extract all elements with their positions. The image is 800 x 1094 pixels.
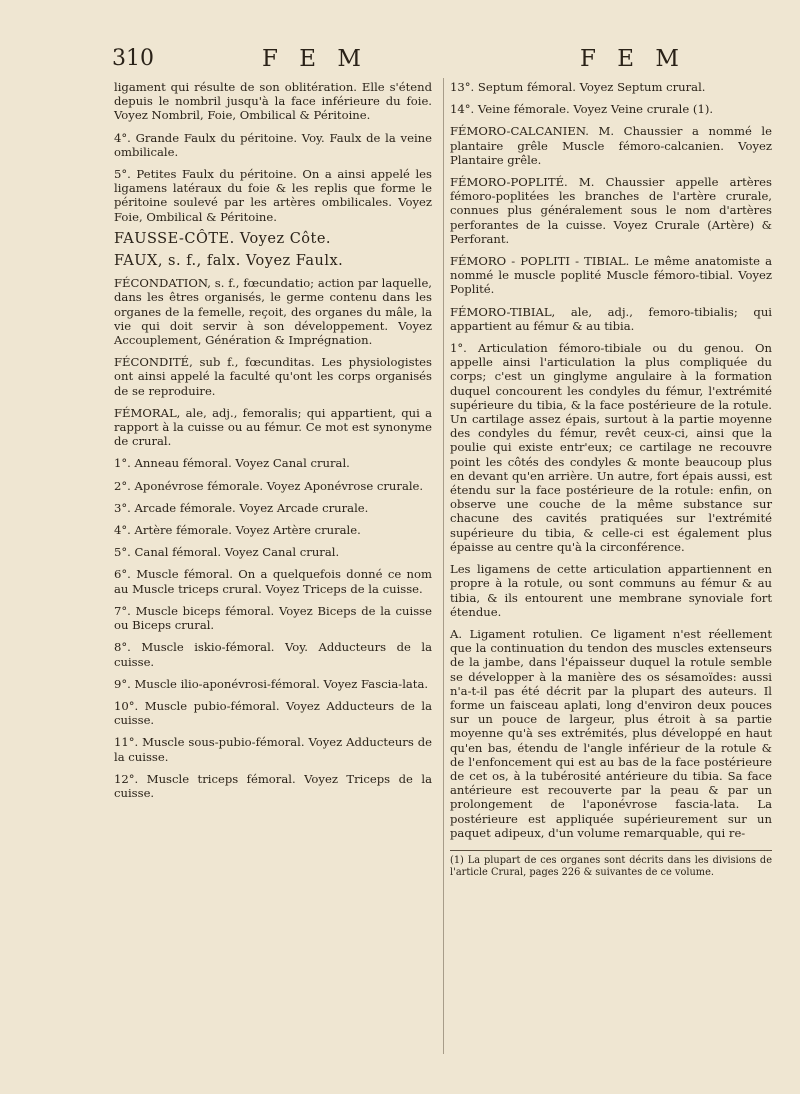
subentry: 13°. Septum fémoral. Voyez Septum crural. — [450, 80, 706, 94]
page-header — [0, 42, 800, 72]
running-head-right: F E M — [580, 46, 686, 72]
headword-entry: FÉCONDITÉ, sub f., fœcunditas. Les physiologistes ont ainsi appelé la faculté qu'ont les corps organisés de se reproduire. — [114, 355, 432, 398]
subentry: 1°. Anneau fémoral. Voyez Canal crural. — [114, 456, 350, 471]
subentry: 14°. Veine fémorale. Voyez Veine crurale (1). — [450, 102, 714, 117]
left-column — [114, 80, 432, 808]
subentry: 7°. Muscle biceps fémoral. Voyez Biceps de la cuisse ou Biceps crural. — [114, 603, 432, 633]
running-head-left: F E M — [262, 46, 368, 72]
subentry: 4°. Artère fémorale. Voyez Artère crurale. — [114, 523, 361, 538]
paragraph: A. Ligament rotulien. Ce ligament n'est réellement que la continuation du tendon des muscles extenseurs de la jambe, dans l'épaisseur duquel la rotule semble se développer à la manière des os sésamoïdes: aussi n'a-t-il pas été décrit par la plupart des auteurs. Il forme un faisceau aplati, long d'environ deux pouces sur un pouce de largeur, plus étroit à sa partie moyenne qu'à ses extrémités, plus développé en haut qu'en bas, étendu de l'angle inférieur de la rotule & de l'enfoncement qui est au bas de la face postérieure de cet os, à la tubérosité antérieure du tibia. Sa face antérieure est recouverte par la peau & par un prolongement de l'aponévrose fascia-lata. La postérieure est appliquée supérieurement sur un paquet adipeux, d'un volume remarquable, qui re- — [450, 626, 772, 840]
headword-entry: FAUX, s. f., falx. Voyez Faulx. — [114, 253, 344, 270]
headword-entry: FÉMORO-TIBIAL, ale, adj., femoro-tibialis; qui appartient au fémur & au tibia. — [450, 304, 772, 333]
subentry: 5°. Canal fémoral. Voyez Canal crural. — [114, 545, 340, 560]
subentry: 6°. Muscle fémoral. On a quelquefois donné ce nom au Muscle triceps crural. Voyez Triceps de la cuisse. — [114, 567, 432, 596]
paragraph: Les ligamens de cette articulation appartiennent en propre à la rotule, ou sont communs au fémur & au tibia, & ils entourent une membrane synoviale fort étendue. — [450, 562, 772, 619]
headword-entry: FÉMORO-POPLITÉ. M. Chaussier appelle artères fémoro-poplitées les branches de l'artère crurale, connues plus généralement sous le nom d'artères perforantes de la cuisse. Voyez Crurale (Artère) & Perforant. — [450, 175, 772, 246]
footnote-rule — [450, 850, 772, 851]
column-divider — [443, 78, 444, 1054]
subentry: 3°. Arcade fémorale. Voyez Arcade crurale. — [114, 500, 369, 515]
subentry: 1°. Articulation fémoro-tibiale ou du genou. On appelle ainsi l'articulation la plus compliquée du corps; c'est un ginglyme angulaire à la formation duquel concourent les condyles du fémur, l'extrémité supérieure du tibia, & la face postérieure de la rotule. Un cartilage assez épais, surtout à la partie moyenne des condyles du fémur, revêt ceux-ci, ainsi que la poulie qui existe entr'eux; ce cartilage ne recouvre point les côtés des condyles & monte beaucoup plus en devant qu'en arrière. Un autre, fort épais aussi, est étendu sur la face postérieure de la rotule: enfin, on observe une couche de la même substance sur chacune des cavités pratiquées sur l'extrémité supérieure du tibia, & celle-ci est également plus épaisse au centre qu'à la circonférence. — [450, 341, 772, 554]
headword-entry: FAUSSE-CÔTE. Voyez Côte. — [114, 230, 332, 247]
headword-entry: FÉCONDATION, s. f., fœcundatio; action par laquelle, dans les êtres organisés, le germe contenu dans les organes de la femelle, reçoit, des organes du mâle, la vie qui doit servir à son développement. Voyez Accouplement, Génération & Imprégnation. — [114, 276, 432, 348]
headword-entry: FÉMORO-CALCANIEN. M. Chaussier a nommé le plantaire grêle Muscle fémoro-calcanien. Voyez Plantaire grêle. — [450, 124, 772, 167]
entry-text: ligament qui résulte de son oblitération. Elle s'étend depuis le nombril jusqu'à la face inférieure du foie. Voyez Nombril, Foie, Ombilical & Péritoine. — [114, 80, 432, 123]
subentry: 8°. Muscle iskio-fémoral. Voy. Adducteurs de la cuisse. — [114, 640, 432, 669]
headword-entry: FÉMORO - POPLITI - TIBIAL. Le même anatomiste a nommé le muscle poplité Muscle fémoro-tibial. Voyez Poplité. — [450, 254, 772, 297]
entry-text: 5°. Petites Faulx du péritoine. On a ainsi appelé les ligamens latéraux du foie & les replis que forme le péritoine soulevé par les artères ombilicales. Voyez Foie, Ombilical & Péritoine. — [114, 167, 432, 224]
subentry: 2°. Aponévrose fémorale. Voyez Aponévrose crurale. — [114, 478, 424, 493]
subentry: 12°. Muscle triceps fémoral. Voyez Triceps de la cuisse. — [114, 771, 432, 800]
footnote: (1) La plupart de ces organes sont décrits dans les divisions de l'article Crural, pages 226 & suivantes de ce volume. — [450, 854, 772, 878]
subentry: 9°. Muscle ilio-aponévrosi-fémoral. Voyez Fascia-lata. — [114, 676, 429, 691]
page-number: 310 — [112, 46, 154, 71]
entry-text: 4°. Grande Faulx du péritoine. Voy. Faulx de la veine ombilicale. — [114, 130, 432, 159]
headword-entry: FÉMORAL, ale, adj., femoralis; qui appartient, qui a rapport à la cuisse ou au fémur. Ce mot est synonyme de crural. — [114, 405, 432, 449]
subentry: 11°. Muscle sous-pubio-fémoral. Voyez Adducteurs de la cuisse. — [114, 735, 432, 764]
subentry: 10°. Muscle pubio-fémoral. Voyez Adducteurs de la cuisse. — [114, 698, 432, 728]
right-column — [450, 80, 772, 879]
